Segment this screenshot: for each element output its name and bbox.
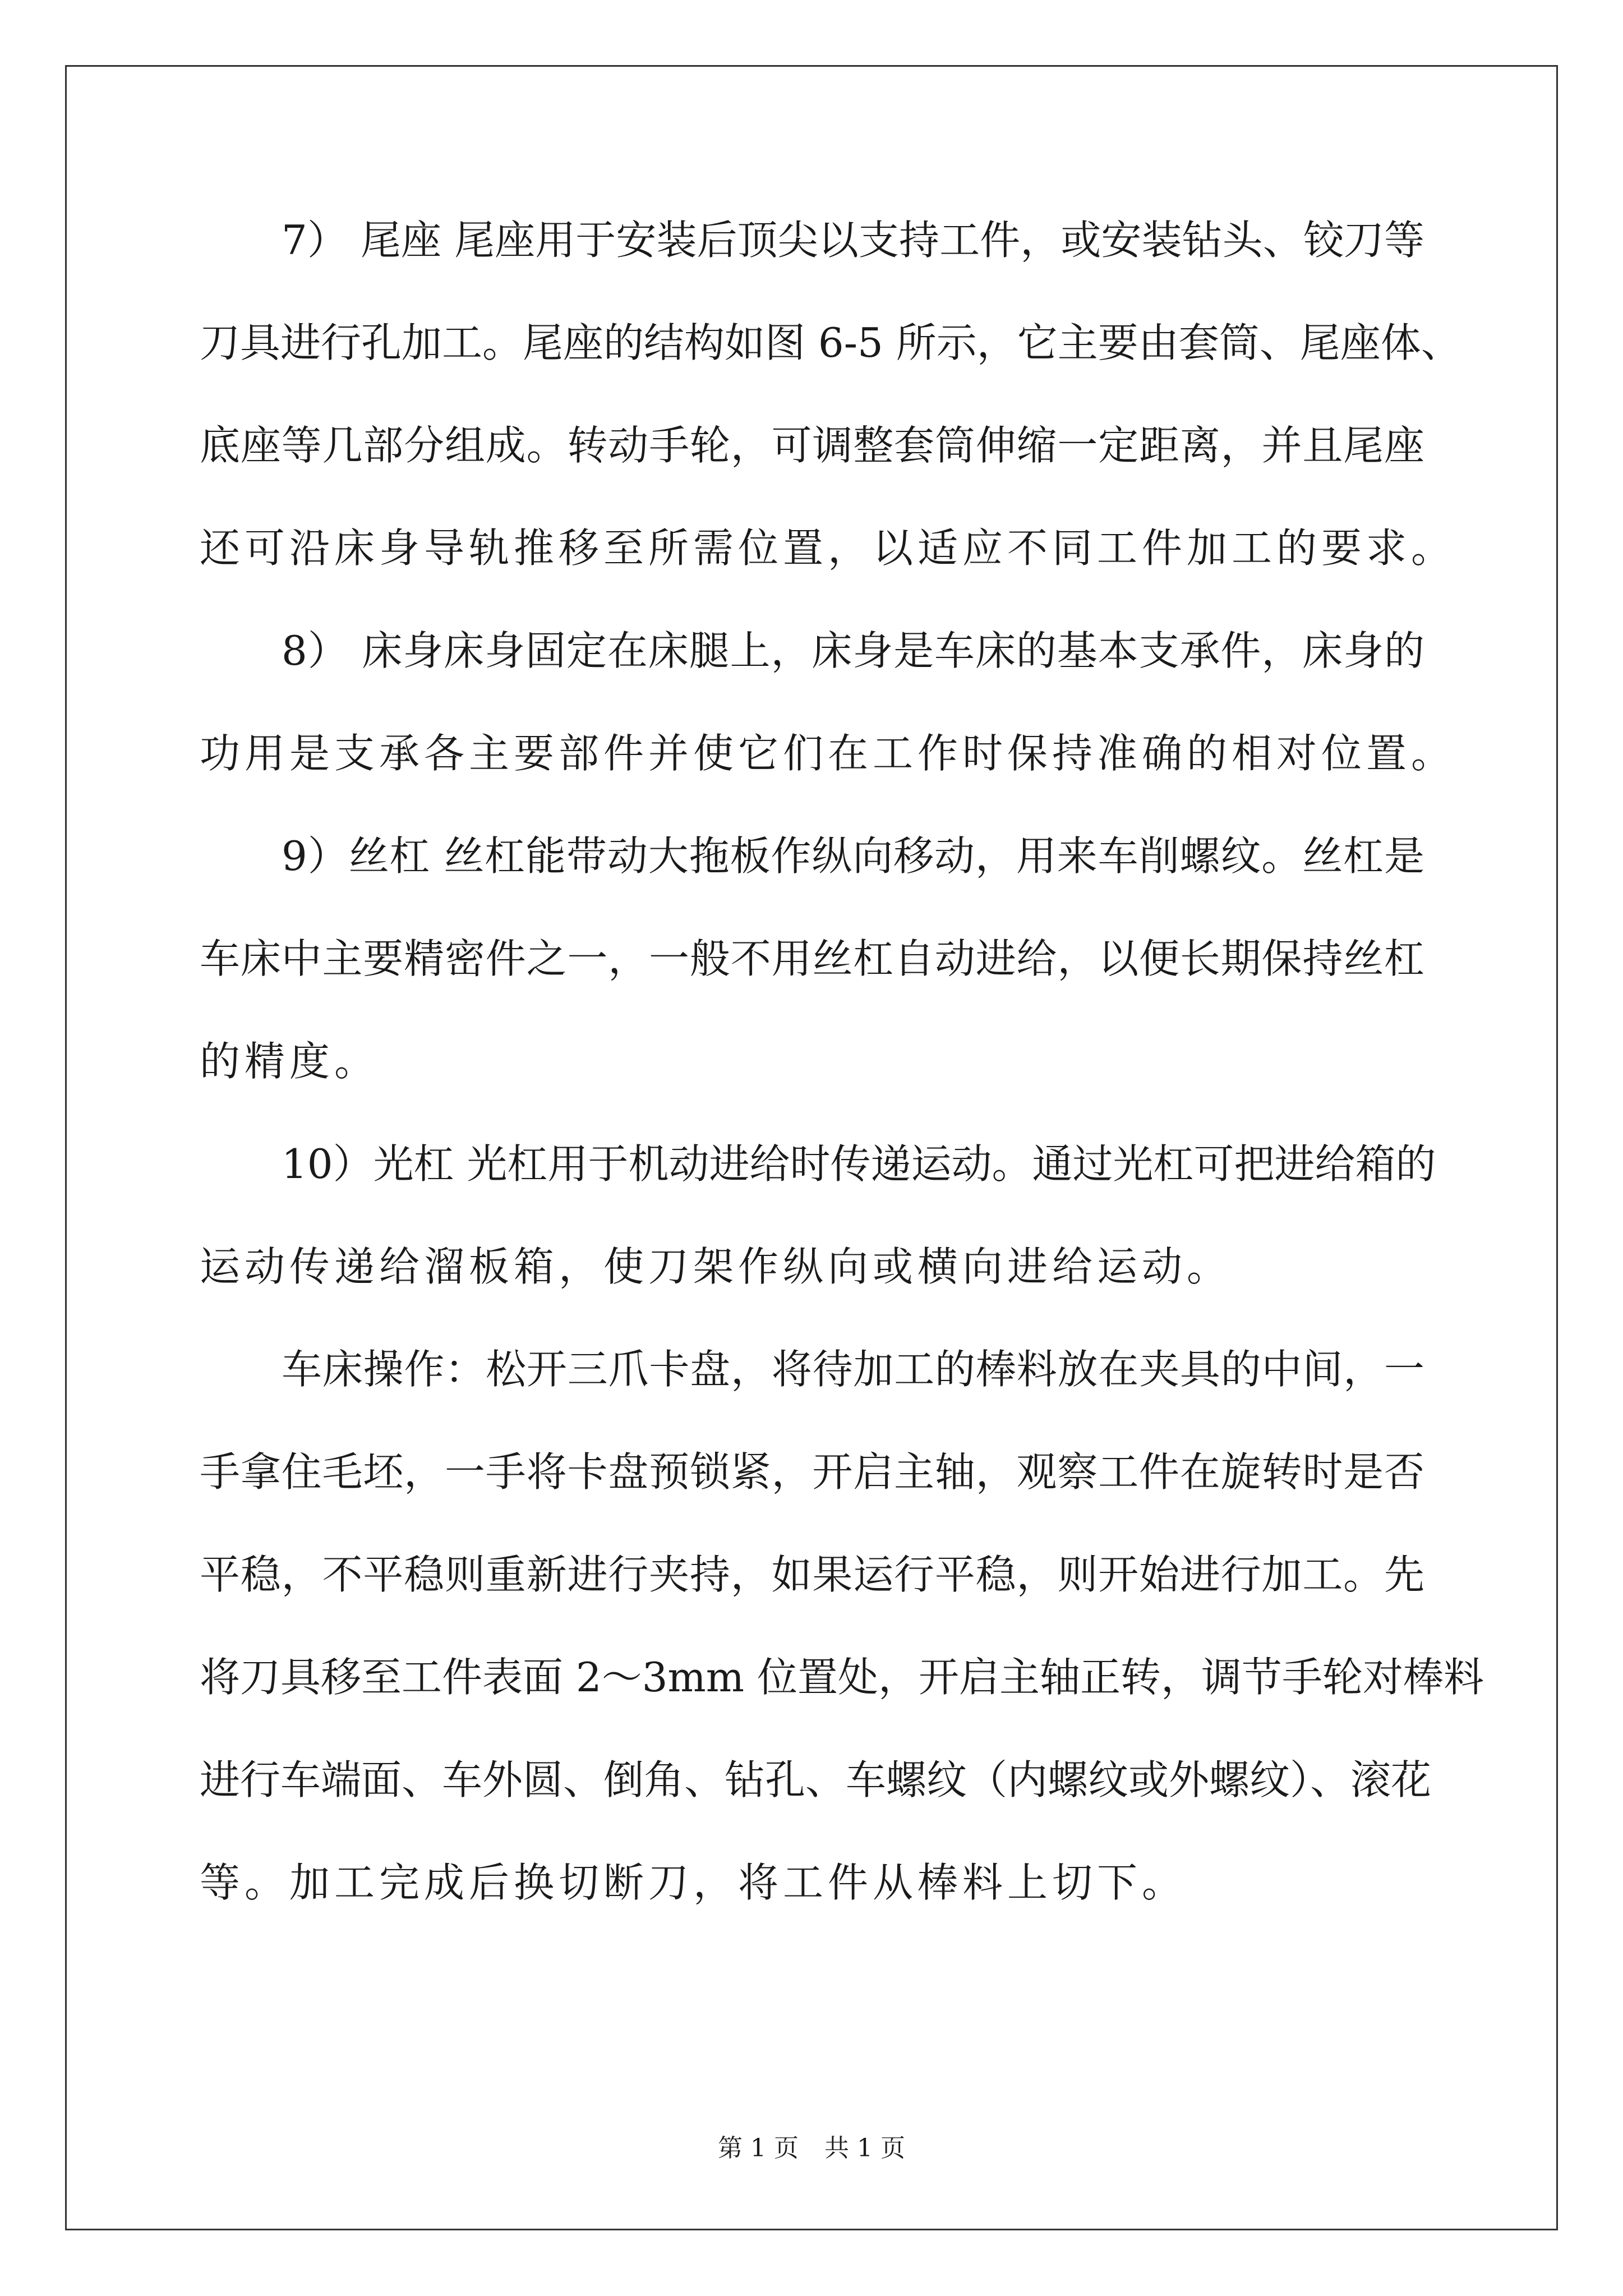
page-total: 共 1 页 — [824, 2134, 905, 2162]
text-line: 7） 尾座 尾座用于安装后顶尖以支持工件，或安装钻头、铰刀等 — [282, 217, 1424, 264]
page-footer — [0, 2136, 1623, 2161]
text-line: 进行车端面、车外圆、倒角、钻孔、车螺纹（内螺纹或外螺纹）、滚花 — [200, 1756, 1432, 1803]
document-body — [200, 217, 1484, 1965]
text-line: 车床中主要精密件之一，一般不用丝杠自动进给，以便长期保持丝杠 — [200, 935, 1424, 982]
text-line: 运动传递给溜板箱，使刀架作纵向或横向进给运动。 — [200, 1243, 1232, 1290]
text-line: 底座等几部分组成。转动手轮，可调整套筒伸缩一定距离，并且尾座 — [200, 422, 1424, 469]
text-line: 平稳，不平稳则重新进行夹持，如果运行平稳，则开始进行加工。先 — [200, 1551, 1424, 1598]
text-line: 8） 床身床身固定在床腿上，床身是车床的基本支承件，床身的 — [282, 627, 1424, 674]
text-line: 10）光杠 光杠用于机动进给时传递运动。通过光杠可把进给箱的 — [282, 1140, 1436, 1188]
text-line: 刀具进行孔加工。尾座的结构如图 6-5 所示，它主要由套筒、尾座体、 — [200, 319, 1461, 366]
text-line: 手拿住毛坯，一手将卡盘预锁紧，开启主轴，观察工件在旋转时是否 — [200, 1448, 1424, 1496]
text-line: 9）丝杠 丝杠能带动大拖板作纵向移动，用来车削螺纹。丝杠是 — [282, 832, 1424, 880]
text-line: 还可沿床身导轨推移至所需位置，以适应不同工件加工的要求。 — [200, 524, 1456, 572]
page-number: 第 1 页 — [718, 2134, 799, 2162]
text-line: 等。加工完成后换切断刀，将工件从棒料上切下。 — [200, 1859, 1187, 1906]
text-line: 车床操作：松开三爪卡盘，将待加工的棒料放在夹具的中间，一 — [282, 1346, 1424, 1393]
text-line: 功用是支承各主要部件并使它们在工作时保持准确的相对位置。 — [200, 730, 1456, 777]
text-line: 将刀具移至工件表面 2～3mm 位置处，开启主轴正转，调节手轮对棒料 — [200, 1654, 1484, 1701]
text-line: 的精度。 — [200, 1038, 380, 1085]
